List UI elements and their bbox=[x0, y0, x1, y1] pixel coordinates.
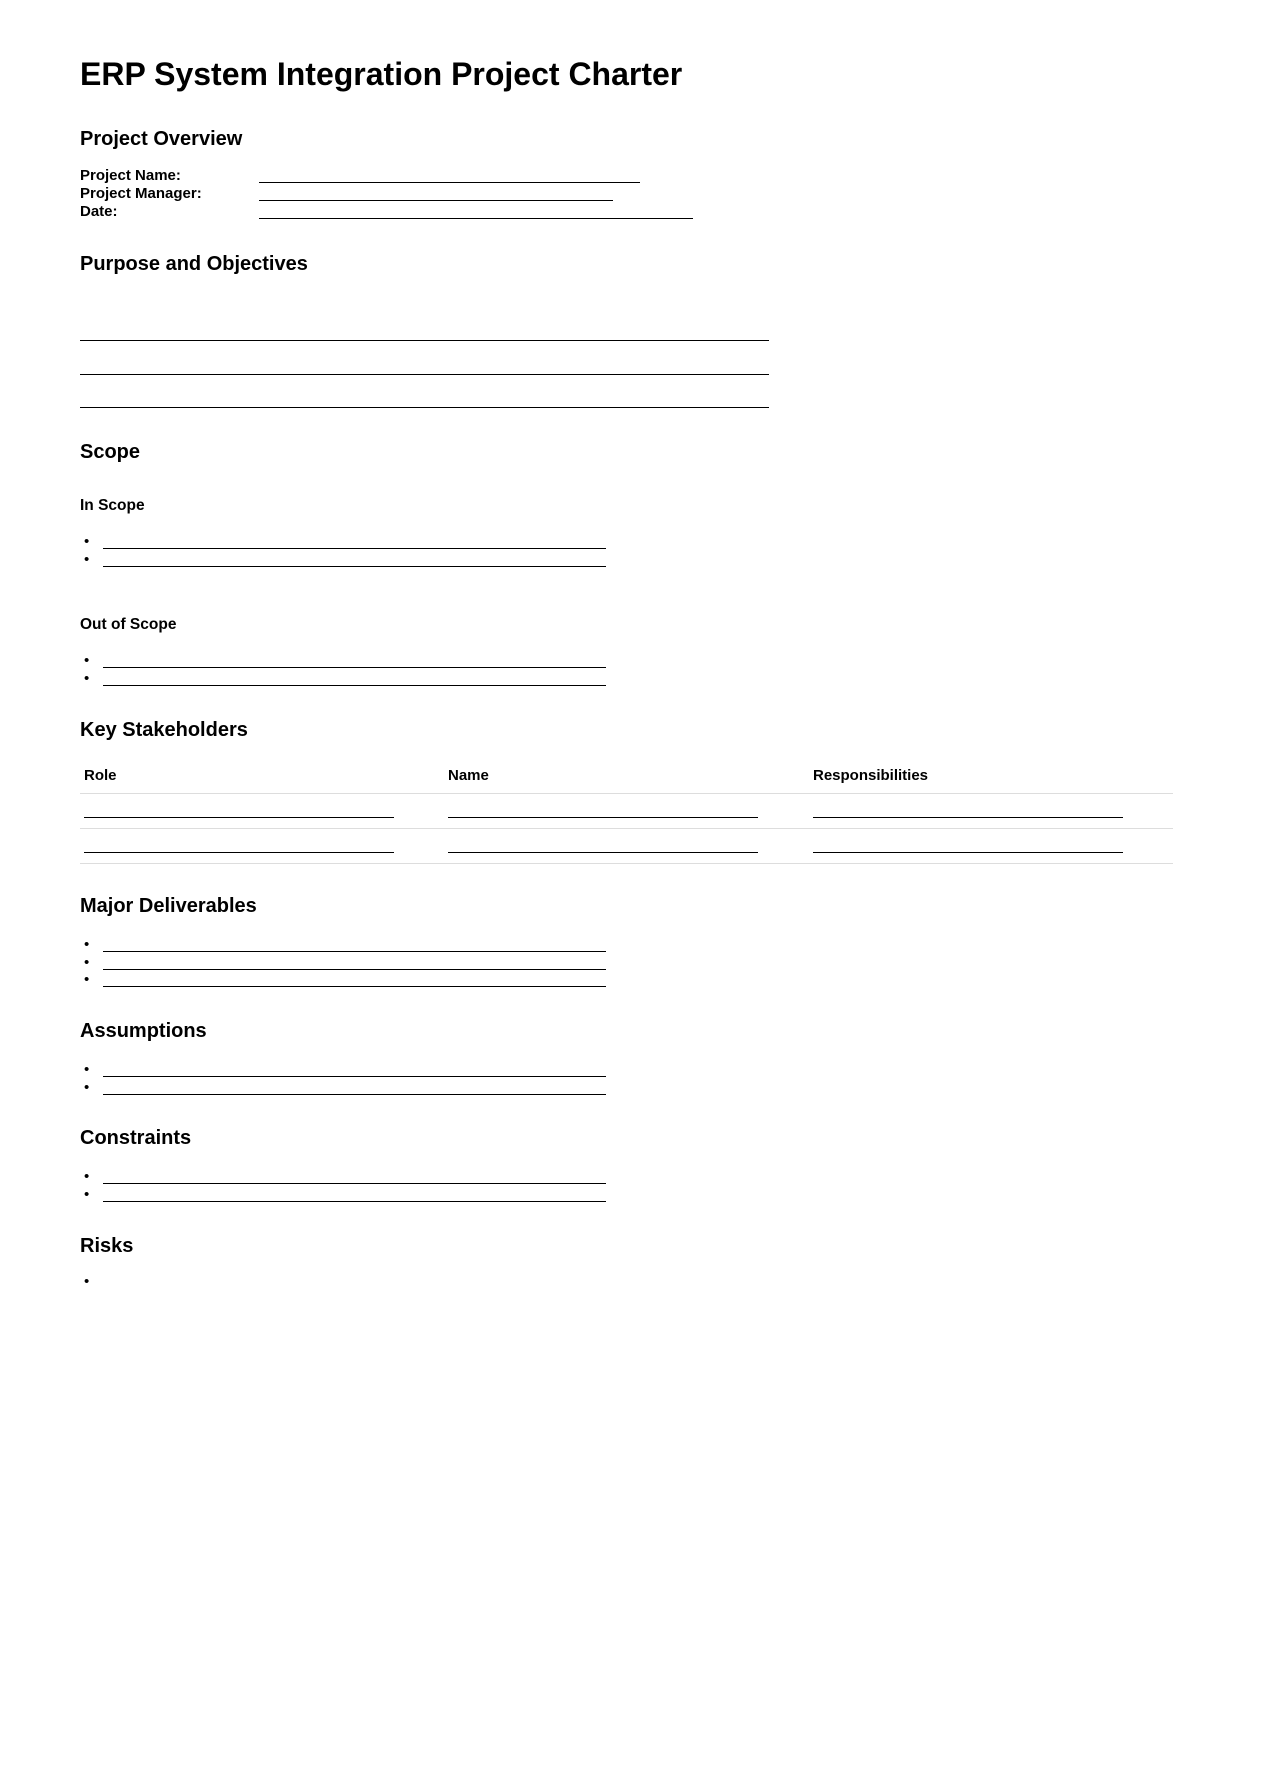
page-title: ERP System Integration Project Charter bbox=[80, 56, 683, 92]
responsibilities-field[interactable] bbox=[813, 852, 1123, 853]
name-field[interactable] bbox=[448, 852, 758, 853]
deliverable-line[interactable] bbox=[103, 951, 606, 952]
bullet: • bbox=[84, 670, 90, 687]
section-heading-risks: Risks bbox=[80, 1235, 134, 1257]
purpose-line[interactable] bbox=[80, 340, 769, 341]
purpose-line[interactable] bbox=[80, 407, 769, 408]
responsibilities-field[interactable] bbox=[813, 817, 1123, 818]
project-name-field[interactable] bbox=[259, 182, 640, 183]
project-manager-field[interactable] bbox=[259, 200, 613, 201]
bullet: • bbox=[84, 936, 90, 953]
name-field[interactable] bbox=[448, 817, 758, 818]
section-heading-deliverables: Major Deliverables bbox=[80, 895, 257, 917]
assumption-line[interactable] bbox=[103, 1076, 606, 1077]
bullet: • bbox=[84, 652, 90, 669]
section-heading-purpose: Purpose and Objectives bbox=[80, 253, 308, 275]
bullet: • bbox=[84, 1168, 90, 1185]
table-divider bbox=[80, 863, 1173, 864]
section-heading-assumptions: Assumptions bbox=[80, 1020, 207, 1042]
project-name-label: Project Name: bbox=[80, 167, 181, 184]
deliverable-line[interactable] bbox=[103, 986, 606, 987]
date-label: Date: bbox=[80, 203, 118, 220]
project-manager-label: Project Manager: bbox=[80, 185, 202, 202]
role-field[interactable] bbox=[84, 817, 394, 818]
deliverable-line[interactable] bbox=[103, 969, 606, 970]
bullet: • bbox=[84, 1079, 90, 1096]
section-heading-stakeholders: Key Stakeholders bbox=[80, 719, 248, 741]
role-field[interactable] bbox=[84, 852, 394, 853]
column-header-responsibilities: Responsibilities bbox=[813, 767, 929, 784]
out-scope-line[interactable] bbox=[103, 667, 606, 668]
bullet: • bbox=[84, 1273, 90, 1290]
constraint-line[interactable] bbox=[103, 1183, 606, 1184]
section-heading-scope: Scope bbox=[80, 441, 141, 463]
column-header-role: Role bbox=[84, 767, 117, 784]
section-heading-overview: Project Overview bbox=[80, 128, 243, 150]
bullet: • bbox=[84, 1061, 90, 1078]
bullet: • bbox=[84, 533, 90, 550]
section-heading-constraints: Constraints bbox=[80, 1127, 192, 1149]
in-scope-heading: In Scope bbox=[80, 497, 145, 514]
in-scope-line[interactable] bbox=[103, 548, 606, 549]
bullet: • bbox=[84, 954, 90, 971]
assumption-line[interactable] bbox=[103, 1094, 606, 1095]
bullet: • bbox=[84, 551, 90, 568]
bullet: • bbox=[84, 971, 90, 988]
bullet: • bbox=[84, 1186, 90, 1203]
column-header-name: Name bbox=[448, 767, 489, 784]
out-scope-line[interactable] bbox=[103, 685, 606, 686]
out-of-scope-heading: Out of Scope bbox=[80, 616, 177, 633]
constraint-line[interactable] bbox=[103, 1201, 606, 1202]
date-field[interactable] bbox=[259, 218, 693, 219]
table-divider bbox=[80, 793, 1173, 794]
table-divider bbox=[80, 828, 1173, 829]
in-scope-line[interactable] bbox=[103, 566, 606, 567]
purpose-line[interactable] bbox=[80, 374, 769, 375]
